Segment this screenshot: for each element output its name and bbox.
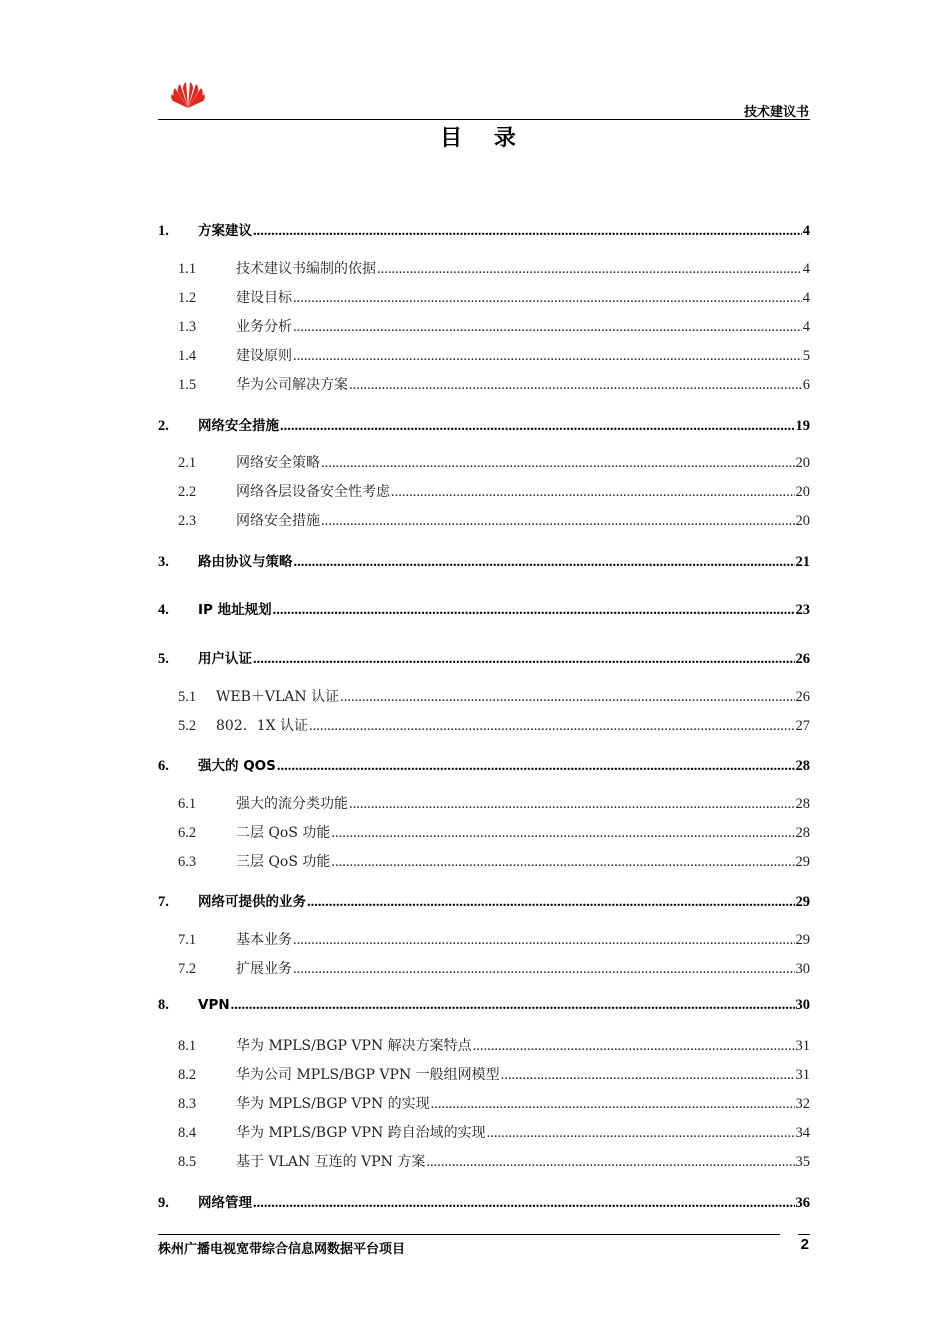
toc-entry-page: 28 (795, 825, 810, 841)
toc-entry-title: WEB＋VLAN 认证 (216, 689, 340, 705)
toc-entry-page: 30 (795, 961, 810, 977)
toc-entry[interactable] (178, 374, 810, 394)
toc-entry-page: 28 (795, 758, 810, 774)
toc-dot-leader (293, 319, 802, 336)
toc-entry-number: 8.1 (178, 1038, 197, 1054)
toc-dot-leader (377, 261, 802, 278)
toc-entry-title: 网络安全措施 (236, 513, 320, 529)
toc-entry-page: 35 (795, 1154, 810, 1170)
toc-entry-number: 7. (158, 894, 169, 910)
toc-dot-leader (340, 689, 794, 706)
toc-entry-page: 4 (802, 290, 810, 306)
toc-entry[interactable] (178, 316, 810, 336)
company-logo (166, 80, 210, 110)
toc-dot-leader (331, 854, 794, 871)
toc-entry-number: 1.5 (178, 377, 197, 393)
toc-entry-page: 36 (795, 1195, 810, 1211)
toc-entry-title: 强大的 QOS (198, 758, 276, 774)
toc-entry-number: 1.2 (178, 290, 197, 306)
toc-entry-title: 业务分析 (236, 319, 292, 335)
toc-entry-page: 32 (795, 1096, 810, 1112)
footer-project-name: 株州广播电视宽带综合信息网数据平台项目 (158, 1242, 406, 1257)
toc-dot-leader (293, 348, 802, 365)
toc-entry[interactable] (178, 715, 810, 735)
toc-entry-title: VPN (198, 997, 230, 1013)
toc-entry-page: 29 (795, 854, 810, 870)
toc-entry[interactable] (178, 1151, 810, 1171)
toc-entry-page: 31 (795, 1067, 810, 1083)
toc-dot-leader (307, 894, 795, 911)
toc-entry-page: 20 (795, 513, 810, 529)
toc-entry-title: 路由协议与策略 (198, 554, 293, 570)
toc-entry-title: 网络安全措施 (198, 418, 279, 434)
toc-entry-number: 8.3 (178, 1096, 197, 1112)
toc-entry[interactable] (158, 754, 810, 774)
toc-dot-leader (253, 1195, 795, 1212)
toc-entry-number: 7.2 (178, 961, 197, 977)
toc-entry-title: 网络各层设备安全性考虑 (236, 484, 390, 500)
toc-dot-leader (293, 932, 795, 949)
toc-entry-title: 华为公司 MPLS/BGP VPN 一般组网模型 (236, 1067, 500, 1083)
toc-entry-number: 8.5 (178, 1154, 197, 1170)
toc-entry-number: 2. (158, 418, 169, 434)
toc-entry-title: 二层 QoS 功能 (236, 825, 331, 841)
toc-entry-number: 1.4 (178, 348, 197, 364)
toc-entry-title: 三层 QoS 功能 (236, 854, 331, 870)
toc-entry-number: 8.4 (178, 1125, 197, 1141)
toc-entry-number: 5.1 (178, 689, 197, 705)
toc-entry-number: 7.1 (178, 932, 197, 948)
toc-entry[interactable] (178, 1035, 810, 1055)
toc-dot-leader (277, 758, 795, 775)
toc-entry-number: 3. (158, 554, 169, 570)
toc-dot-leader (391, 484, 795, 501)
toc-entry-number: 5.2 (178, 718, 197, 734)
toc-entry[interactable] (158, 890, 810, 910)
toc-entry-number: 1.1 (178, 261, 197, 277)
toc-entry-number: 8. (158, 997, 169, 1013)
toc-dot-leader (231, 997, 795, 1014)
toc-dot-leader (293, 290, 802, 307)
toc-entry[interactable] (158, 647, 810, 667)
toc-entry-title: 强大的流分类功能 (236, 796, 348, 812)
toc-dot-leader (309, 718, 794, 735)
toc-entry-number: 6. (158, 758, 169, 774)
toc-dot-leader (293, 961, 795, 978)
toc-entry[interactable] (178, 929, 810, 949)
toc-entry-page: 20 (795, 455, 810, 471)
toc-dot-leader (349, 796, 795, 813)
toc-entry[interactable] (178, 1122, 810, 1142)
toc-entry[interactable] (158, 997, 810, 1017)
toc-dot-leader (294, 554, 795, 571)
toc-entry-page: 30 (795, 997, 810, 1013)
toc-entry-page: 28 (795, 796, 810, 812)
toc-entry-number: 2.2 (178, 484, 197, 500)
toc-entry-title: 扩展业务 (236, 961, 292, 977)
toc-entry[interactable] (158, 414, 810, 434)
toc-entry-number: 2.1 (178, 455, 197, 471)
toc-dot-leader (253, 651, 795, 668)
toc-dot-leader (426, 1154, 794, 1171)
toc-entry[interactable] (178, 1093, 810, 1113)
toc-dot-leader (349, 377, 802, 394)
toc-entry-title: 802．1X 认证 (216, 718, 309, 734)
toc-entry[interactable] (178, 345, 810, 365)
toc-entry-title: 网络安全策略 (236, 455, 320, 471)
toc-entry-page: 27 (795, 718, 810, 734)
toc-entry-title: 华为 MPLS/BGP VPN 跨自治域的实现 (236, 1125, 486, 1141)
toc-entry-page: 5 (802, 348, 810, 364)
toc-dot-leader (487, 1125, 795, 1142)
footer-divider-short (798, 1234, 810, 1235)
toc-entry-page: 23 (795, 602, 810, 618)
toc-entry-number: 4. (158, 602, 169, 618)
toc-entry-page: 4 (802, 223, 810, 239)
header-divider (158, 119, 810, 120)
toc-entry[interactable] (178, 958, 810, 978)
toc-dot-leader (280, 418, 795, 435)
toc-entry-number: 2.3 (178, 513, 197, 529)
toc-entry-title: 建设目标 (236, 290, 292, 306)
toc-entry-page: 4 (802, 261, 810, 277)
toc-entry[interactable] (178, 851, 810, 871)
toc-entry-number: 6.3 (178, 854, 197, 870)
toc-entry-number: 8.2 (178, 1067, 197, 1083)
toc-entry-title: 华为公司解决方案 (236, 377, 348, 393)
toc-dot-leader (501, 1067, 795, 1084)
toc-entry-page: 4 (802, 319, 810, 335)
toc-dot-leader (253, 223, 802, 240)
footer-page-number: 2 (800, 1236, 809, 1253)
toc-entry[interactable] (178, 1064, 810, 1084)
toc-entry-page: 20 (795, 484, 810, 500)
toc-entry-title: 基本业务 (236, 932, 292, 948)
toc-entry-title: 网络管理 (198, 1195, 252, 1211)
toc-entry-number: 1. (158, 223, 169, 239)
toc-entry-page: 34 (795, 1125, 810, 1141)
toc-entry-page: 29 (795, 932, 810, 948)
toc-dot-leader (321, 513, 795, 530)
toc-entry-number: 1.3 (178, 319, 197, 335)
toc-entry-title: 网络可提供的业务 (198, 894, 306, 910)
toc-entry[interactable] (178, 686, 810, 706)
toc-dot-leader (321, 455, 795, 472)
toc-entry-title: 方案建议 (198, 223, 252, 239)
toc-entry[interactable] (158, 1191, 810, 1211)
toc-entry-page: 21 (795, 554, 810, 570)
toc-entry[interactable] (178, 481, 810, 501)
toc-entry-page: 31 (795, 1038, 810, 1054)
toc-entry[interactable] (178, 822, 810, 842)
toc-entry[interactable] (178, 452, 810, 472)
toc-entry-title: 华为 MPLS/BGP VPN 解决方案特点 (236, 1038, 472, 1054)
toc-entry-number: 5. (158, 651, 169, 667)
toc-dot-leader (431, 1096, 795, 1113)
toc-entry-page: 6 (802, 377, 810, 393)
toc-dot-leader (273, 602, 795, 619)
toc-entry[interactable] (158, 598, 810, 618)
toc-entry[interactable] (178, 258, 810, 278)
toc-entry[interactable] (178, 793, 810, 813)
toc-entry-number: 9. (158, 1195, 169, 1211)
toc-entry[interactable] (178, 287, 810, 307)
toc-entry-title: 华为 MPLS/BGP VPN 的实现 (236, 1096, 430, 1112)
toc-dot-leader (473, 1038, 795, 1055)
toc-entry-page: 19 (795, 418, 810, 434)
toc-entry[interactable] (158, 550, 810, 570)
footer-divider (158, 1234, 780, 1235)
toc-entry-page: 29 (795, 894, 810, 910)
toc-entry-title: IP 地址规划 (198, 602, 272, 618)
toc-entry[interactable] (178, 510, 810, 530)
toc-entry[interactable] (158, 219, 810, 239)
toc-dot-leader (331, 825, 794, 842)
toc-title: 目 录 (440, 126, 528, 151)
toc-entry-page: 26 (795, 689, 810, 705)
toc-entry-title: 用户认证 (198, 651, 252, 667)
toc-entry-page: 26 (795, 651, 810, 667)
toc-entry-number: 6.2 (178, 825, 197, 841)
header-title: 技术建议书 (743, 105, 809, 120)
toc-entry-number: 6.1 (178, 796, 197, 812)
toc-entry-title: 基于 VLAN 互连的 VPN 方案 (236, 1154, 426, 1170)
toc-entry-title: 建设原则 (236, 348, 292, 364)
toc-entry-title: 技术建议书编制的依据 (236, 261, 376, 277)
